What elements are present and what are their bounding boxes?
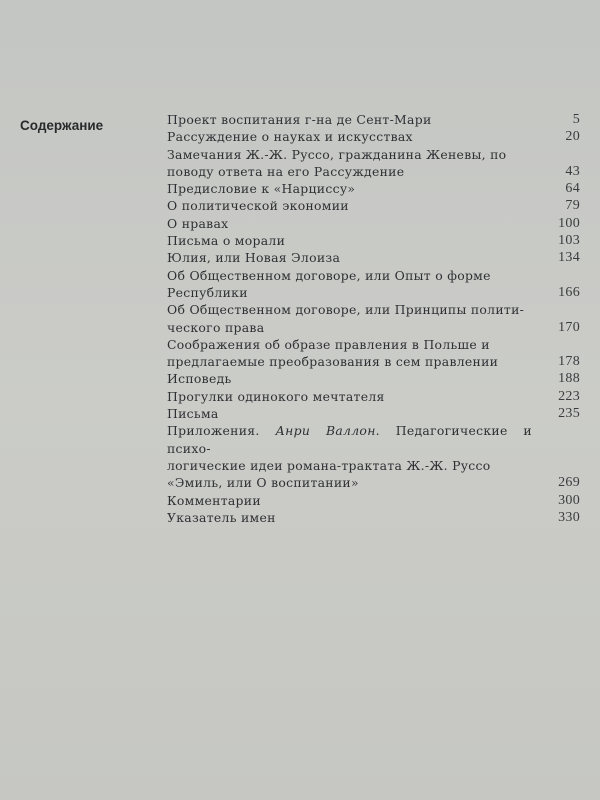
toc-prefix: Приложения. — [167, 423, 276, 439]
toc-page-number: 223 — [558, 388, 580, 404]
toc-entry — [167, 301, 580, 336]
toc-page-number: 103 — [558, 233, 580, 249]
toc-page-number: 43 — [565, 163, 580, 179]
toc-entry-title — [167, 215, 546, 232]
toc-entry — [167, 111, 580, 128]
toc-entry-line — [167, 422, 532, 457]
toc-author: Анри Валлон — [275, 423, 376, 439]
toc-entry-line: Замечания Ж.-Ж. Руссо, гражданина Женевы, по — [167, 146, 507, 162]
toc-entry — [167, 492, 580, 509]
toc-entry-line: Прогулки одинокого мечтателя — [167, 388, 385, 404]
toc-entry-title — [167, 146, 546, 181]
toc-entry-title — [167, 111, 546, 128]
toc-entry-title — [167, 232, 546, 249]
toc-entry — [167, 405, 580, 422]
toc-page-number: 170 — [558, 319, 580, 335]
toc-entry-title — [167, 128, 546, 145]
toc-page-number: 188 — [558, 371, 580, 387]
toc-entry-title — [167, 492, 546, 509]
toc-entry-line: Рассуждение о науках и искусствах — [167, 129, 413, 145]
toc-page-number: 20 — [565, 129, 580, 145]
toc-page-number: 134 — [558, 250, 580, 266]
toc-entry-line: Комментарии — [167, 492, 261, 508]
toc-entry-line: Предисловие к «Нарциссу» — [167, 181, 356, 197]
toc-page-number: 100 — [558, 215, 580, 231]
toc-entry-line: Указатель имен — [167, 509, 276, 525]
toc-entry-title — [167, 388, 546, 405]
toc-entry-line: ческого права — [167, 319, 265, 335]
toc-entry — [167, 146, 580, 181]
toc-entry-title — [167, 267, 546, 302]
toc-entry-line: О нравах — [167, 215, 229, 231]
toc-entry-line: Соображения об образе правления в Польше и — [167, 336, 490, 352]
toc-entry-line: Юлия, или Новая Элоиза — [167, 250, 341, 266]
toc-entry — [167, 249, 580, 266]
toc-entry-line: Об Общественном договоре, или Опыт о форме — [167, 267, 491, 283]
toc-entry — [167, 128, 580, 145]
toc-entry-line: Республики — [167, 284, 248, 300]
toc-entry-title — [167, 180, 546, 197]
toc-entry-line: логические идеи романа-трактата Ж.-Ж. Руссо — [167, 457, 491, 473]
toc-entry-line: Об Общественном договоре, или Принципы полити- — [167, 302, 525, 318]
toc-entry-title — [167, 422, 546, 491]
toc-entry — [167, 422, 580, 491]
toc-entry — [167, 370, 580, 387]
toc-entry-line: Исповедь — [167, 371, 232, 387]
toc-entry-title — [167, 197, 546, 214]
toc-page-number: 300 — [558, 492, 580, 508]
toc-rest: . Педагогические и психо- — [167, 423, 532, 456]
toc-entry-title — [167, 405, 546, 422]
toc-entry — [167, 232, 580, 249]
toc-entry-line: Письма о морали — [167, 233, 286, 249]
toc-entry-title — [167, 336, 546, 371]
toc-page-number: 5 — [572, 112, 580, 127]
toc-entry-line: предлагаемые преобразования в сем правлении — [167, 354, 499, 370]
toc-page-number: 166 — [558, 284, 580, 300]
toc-entry-title — [167, 509, 546, 526]
toc-entry-line: О политической экономии — [167, 198, 349, 214]
toc-entry-line: поводу ответа на его Рассуждение — [167, 163, 405, 179]
toc-entry-line: Проект воспитания г-на де Сент-Мари — [167, 112, 432, 127]
toc-heading: Содержание — [20, 118, 104, 133]
toc-entry — [167, 267, 580, 302]
toc-entry — [167, 180, 580, 197]
toc-page-number: 330 — [558, 509, 580, 525]
toc-page-number: 178 — [558, 354, 580, 370]
toc-entry — [167, 197, 580, 214]
toc-page-number: 269 — [558, 475, 580, 491]
toc-entry-line: «Эмиль, или О воспитании» — [167, 475, 359, 491]
toc-page-number: 79 — [565, 198, 580, 214]
toc-entry — [167, 215, 580, 232]
toc-entry — [167, 509, 580, 526]
toc-entry-title — [167, 249, 546, 266]
toc-page-number: 64 — [565, 181, 580, 197]
toc-entry-line: Письма — [167, 406, 219, 422]
toc-entry-title — [167, 301, 546, 336]
toc-entry — [167, 388, 580, 405]
toc-entry-title — [167, 370, 546, 387]
toc-page-number: 235 — [558, 406, 580, 422]
toc-entry — [167, 336, 580, 371]
table-of-contents — [167, 111, 580, 526]
